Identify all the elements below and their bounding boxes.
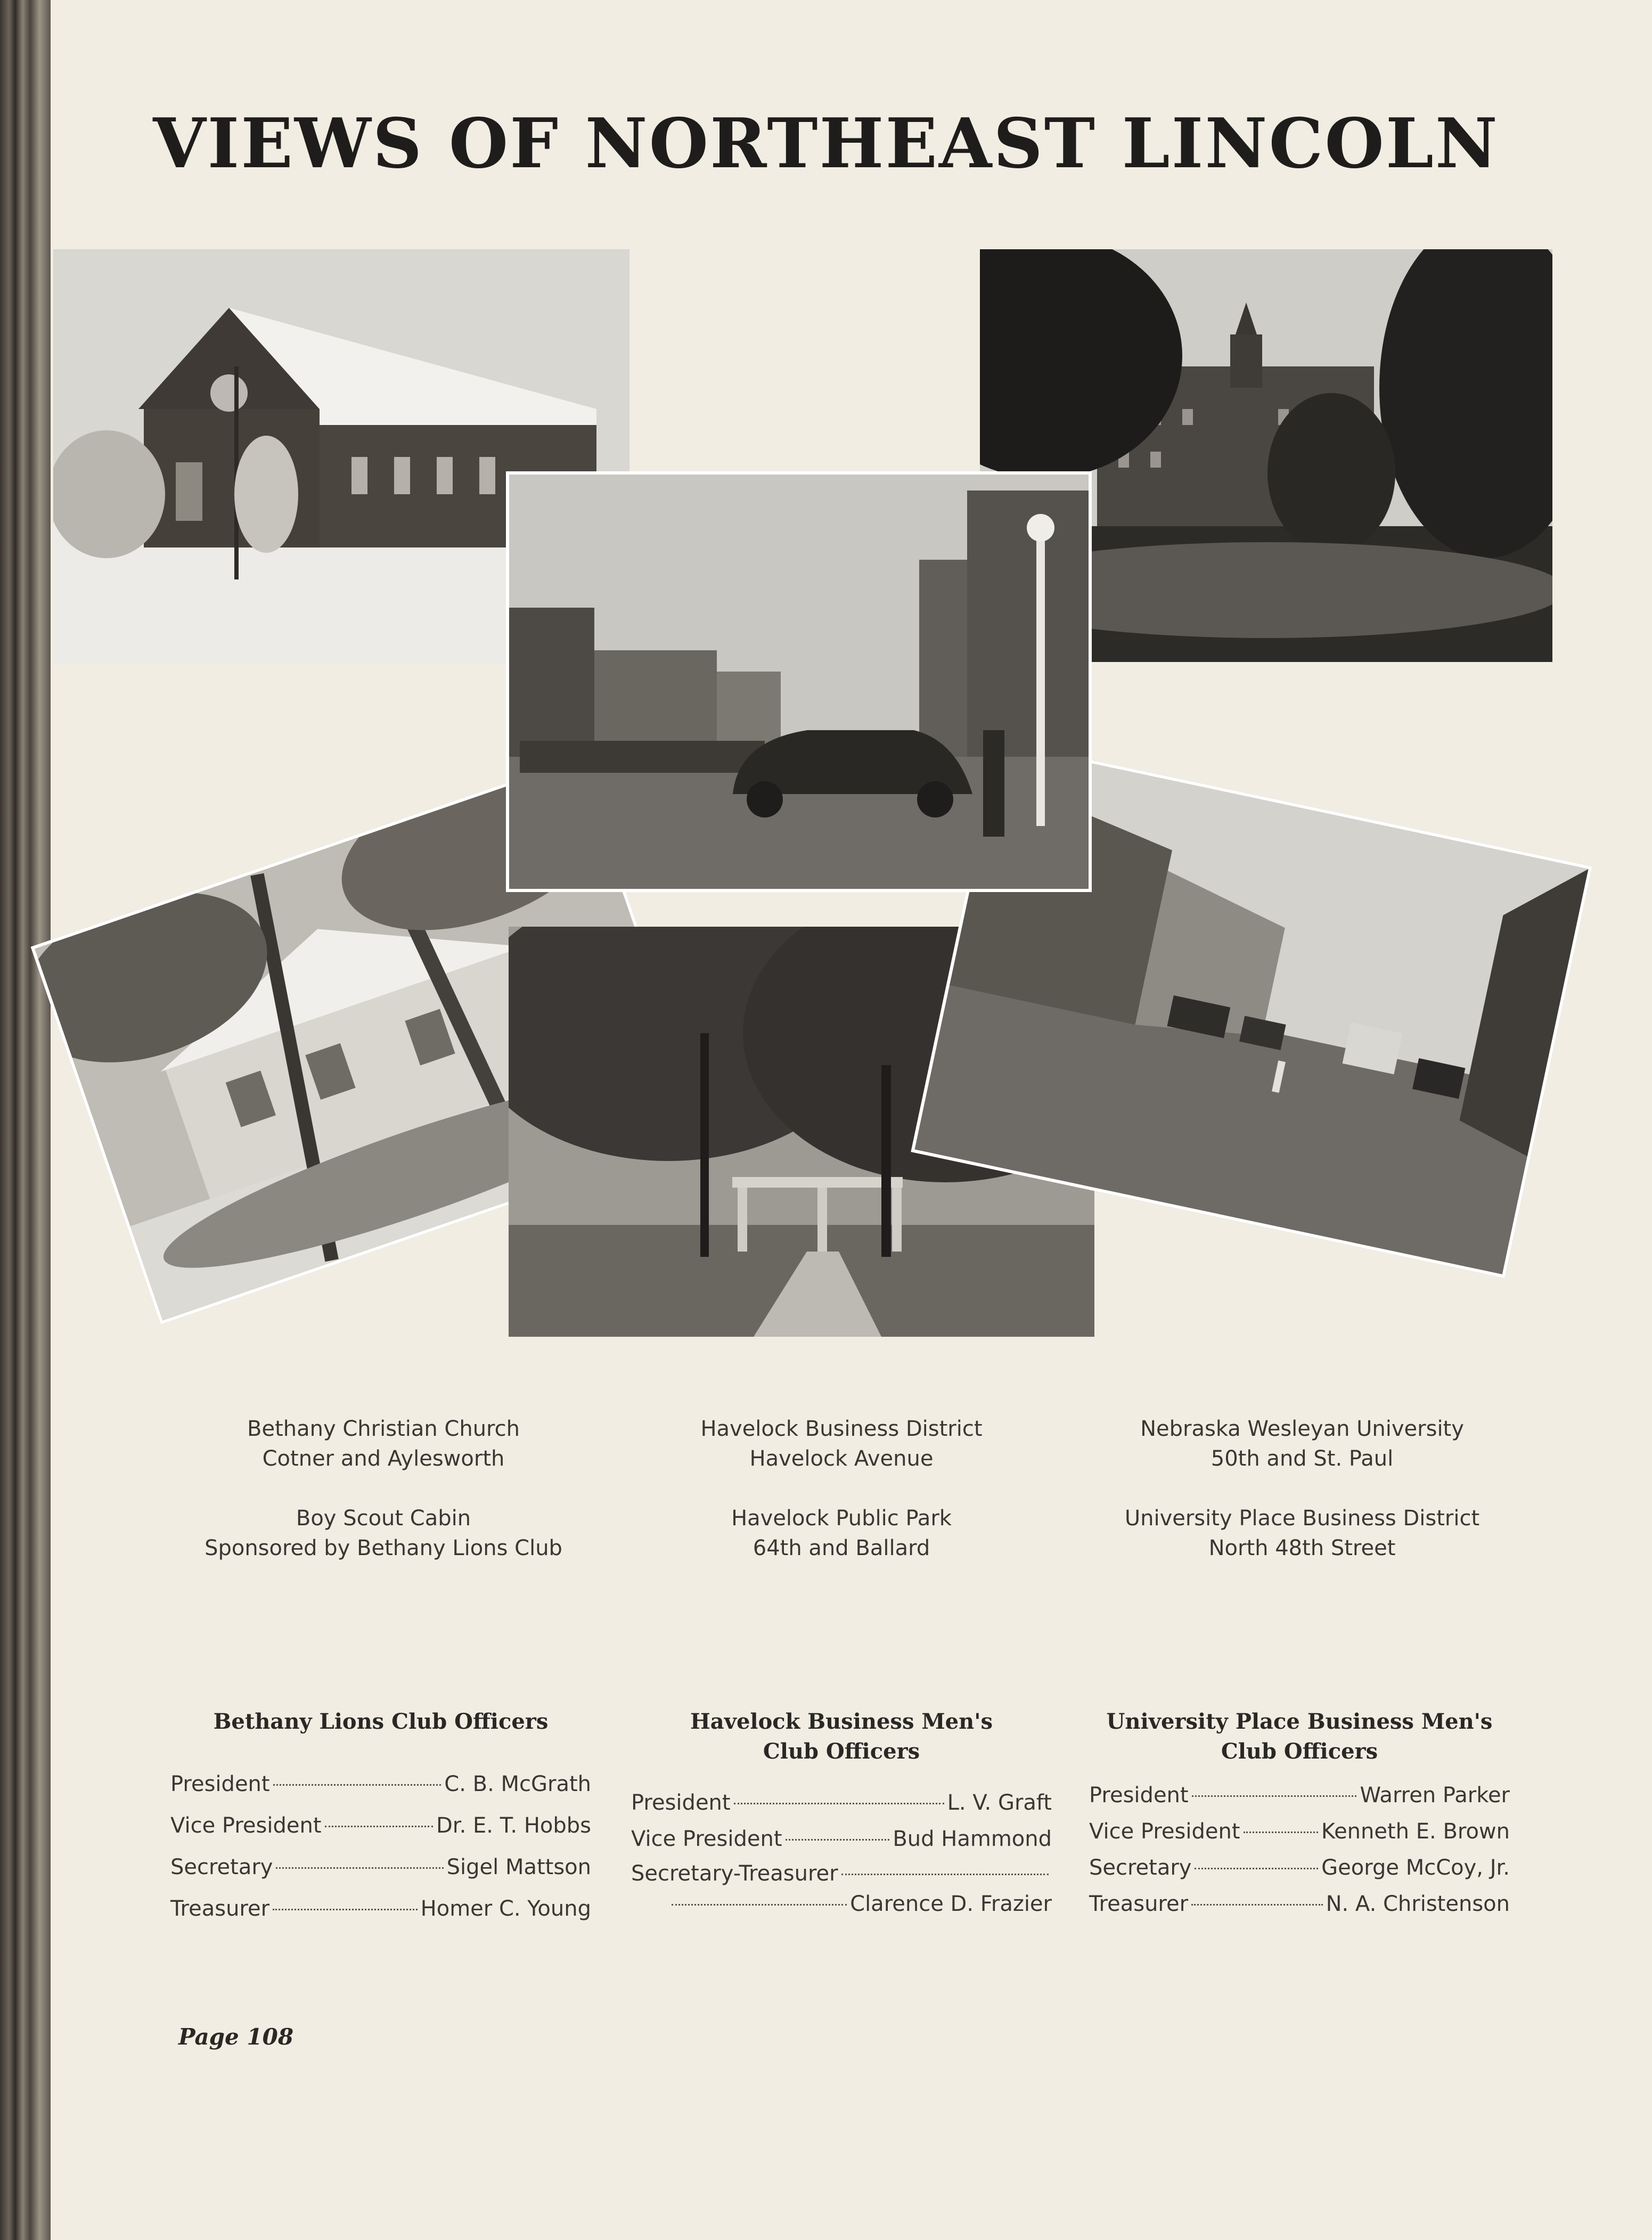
officer-role: President xyxy=(1089,1783,1189,1808)
officer-name: Clarence D. Frazier xyxy=(850,1892,1052,1916)
caption-line: Bethany Christian Church xyxy=(247,1417,520,1441)
captions-left-column xyxy=(165,1414,602,1593)
leader-dots xyxy=(273,1909,418,1910)
officer-row xyxy=(631,1785,1052,1821)
officer-name: Kenneth E. Brown xyxy=(1321,1819,1510,1844)
leader-dots xyxy=(1191,1904,1323,1906)
heading-line: Havelock Business Men's xyxy=(690,1709,993,1734)
photo-captions xyxy=(0,1414,1652,1584)
leader-dots xyxy=(734,1803,944,1804)
heading-line: University Place Business Men's xyxy=(1106,1709,1493,1734)
leader-dots xyxy=(273,1784,441,1786)
caption-line: Cotner and Aylesworth xyxy=(262,1446,505,1471)
heading-line: Bethany Lions Club Officers xyxy=(213,1709,549,1734)
officer-row xyxy=(1089,1813,1510,1850)
leader-dots xyxy=(325,1826,434,1827)
caption-line: University Place Business District xyxy=(1124,1506,1480,1531)
leader-dots xyxy=(1195,1868,1318,1869)
officer-row xyxy=(170,1805,591,1846)
caption-line: Havelock Business District xyxy=(700,1417,983,1441)
officer-row xyxy=(631,1857,1052,1890)
caption-havelock-business-district xyxy=(623,1414,1060,1474)
officer-name: C. B. McGrath xyxy=(444,1772,591,1796)
leader-dots xyxy=(786,1839,890,1841)
officer-row xyxy=(170,1888,591,1930)
caption-line: Havelock Avenue xyxy=(749,1446,934,1471)
officer-name: George McCoy, Jr. xyxy=(1321,1855,1510,1880)
officer-role: Treasurer xyxy=(1089,1892,1189,1916)
captions-center-column xyxy=(623,1414,1060,1593)
officer-role: Vice President xyxy=(1089,1819,1240,1844)
officers-heading xyxy=(170,1707,591,1737)
officer-row xyxy=(631,1890,1052,1918)
photo-havelock-business-district xyxy=(506,471,1092,892)
officer-name: L. V. Graft xyxy=(947,1791,1052,1815)
caption-line: Boy Scout Cabin xyxy=(296,1506,471,1531)
page-title: VIEWS OF NORTHEAST LINCOLN xyxy=(153,104,1499,184)
officer-role: President xyxy=(170,1772,270,1796)
leader-dots xyxy=(1244,1832,1318,1833)
officer-role: Vice President xyxy=(170,1813,322,1838)
leader-dots xyxy=(276,1867,443,1869)
officer-name: Bud Hammond xyxy=(893,1827,1052,1851)
officer-role: Treasurer xyxy=(170,1896,270,1921)
caption-line: North 48th Street xyxy=(1208,1536,1396,1560)
leader-dots xyxy=(1192,1795,1357,1797)
caption-line: 64th and Ballard xyxy=(753,1536,930,1560)
university-place-business-mens-officers xyxy=(1089,1707,1510,1922)
caption-nebraska-wesleyan-university xyxy=(1084,1414,1520,1474)
heading-line: Club Officers xyxy=(763,1739,920,1764)
havelock-business-mens-officers xyxy=(631,1707,1052,1918)
caption-line: Havelock Public Park xyxy=(731,1506,952,1531)
book-binding xyxy=(0,0,51,2240)
officer-role: Vice President xyxy=(631,1827,782,1851)
officer-role: President xyxy=(631,1791,731,1815)
caption-bethany-christian-church xyxy=(165,1414,602,1474)
officer-role: Secretary-Treasurer xyxy=(631,1861,838,1886)
officers-heading xyxy=(1089,1707,1510,1767)
caption-line: Nebraska Wesleyan University xyxy=(1140,1417,1464,1441)
officer-row xyxy=(170,1763,591,1805)
caption-line: Sponsored by Bethany Lions Club xyxy=(205,1536,562,1560)
caption-havelock-public-park xyxy=(623,1503,1060,1563)
officer-row xyxy=(170,1846,591,1888)
officer-name: Sigel Mattson xyxy=(446,1855,591,1879)
page-number: Page 108 xyxy=(178,2024,294,2050)
officer-row xyxy=(631,1821,1052,1857)
bethany-lions-officers xyxy=(170,1707,591,1930)
caption-university-place-business-district xyxy=(1084,1503,1520,1563)
officer-row xyxy=(1089,1777,1510,1813)
officer-name: N. A. Christenson xyxy=(1326,1892,1510,1916)
caption-line: 50th and St. Paul xyxy=(1211,1446,1394,1471)
officer-row xyxy=(1089,1850,1510,1886)
officer-name: Warren Parker xyxy=(1360,1783,1510,1808)
caption-boy-scout-cabin xyxy=(165,1503,602,1563)
officer-role: Secretary xyxy=(170,1855,273,1879)
captions-right-column xyxy=(1084,1414,1520,1593)
officer-name: Dr. E. T. Hobbs xyxy=(436,1813,591,1838)
heading-line: Club Officers xyxy=(1221,1739,1378,1764)
leader-dots xyxy=(672,1904,847,1906)
officer-name: Homer C. Young xyxy=(420,1896,591,1921)
leader-dots xyxy=(841,1874,1049,1875)
officer-row xyxy=(1089,1886,1510,1922)
officers-heading xyxy=(631,1707,1052,1767)
officer-role: Secretary xyxy=(1089,1855,1192,1880)
